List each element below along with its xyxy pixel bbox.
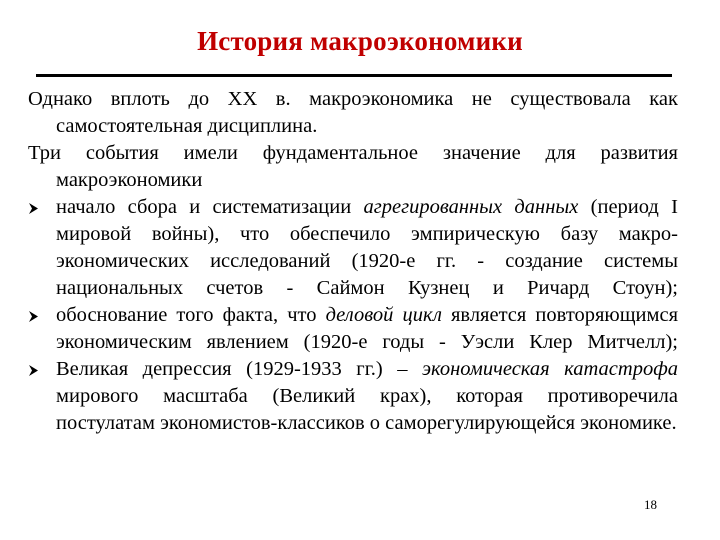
- slide-body: [28, 86, 678, 437]
- arrowhead-bullet-icon: [28, 365, 39, 376]
- bullet-text: мирового масштаба (Великий крах), которая противоречила постулатам экономистов-классиков о саморегулирующейся экономике.: [56, 385, 678, 434]
- title-divider: [36, 74, 672, 77]
- bullet-text: (период I мировой войны), что обеспечило эмпирическую базу макро-экономических исследований (1920-е гг. - создание системы национальных счетов - Саймон Кузнец и Ричард Стоун);: [56, 196, 678, 299]
- bullet-emphasis: экономическая катастрофа: [422, 358, 678, 380]
- bullet-emphasis: агрегированных данных: [363, 196, 579, 218]
- intro-paragraph: Однако вплоть до XX в. макроэкономика не существовала как самостоятельная дисциплина.: [28, 88, 678, 137]
- slide-title: История макроэкономики: [197, 26, 523, 56]
- bullet-text: начало сбора и систематизации: [56, 196, 364, 218]
- bullet-text: обоснование того факта, что: [56, 304, 326, 326]
- bullet-item-business-cycle: [28, 302, 678, 356]
- slide-number: 18: [644, 497, 657, 512]
- events-paragraph: Три события имели фундаментальное значение для развития макроэкономики: [28, 142, 678, 191]
- bullet-emphasis: деловой цикл: [325, 304, 442, 326]
- bullet-text: Великая депрессия (1929-1933 гг.) –: [56, 358, 423, 380]
- arrowhead-bullet-icon: [28, 203, 39, 214]
- bullet-item-aggregated-data: [28, 194, 678, 302]
- arrowhead-bullet-icon: [28, 311, 39, 322]
- bullet-item-great-depression: [28, 356, 678, 437]
- bullet-text: является повторяющимся экономическим явлением (1920-е годы - Уэсли Клер Митчелл);: [56, 304, 679, 353]
